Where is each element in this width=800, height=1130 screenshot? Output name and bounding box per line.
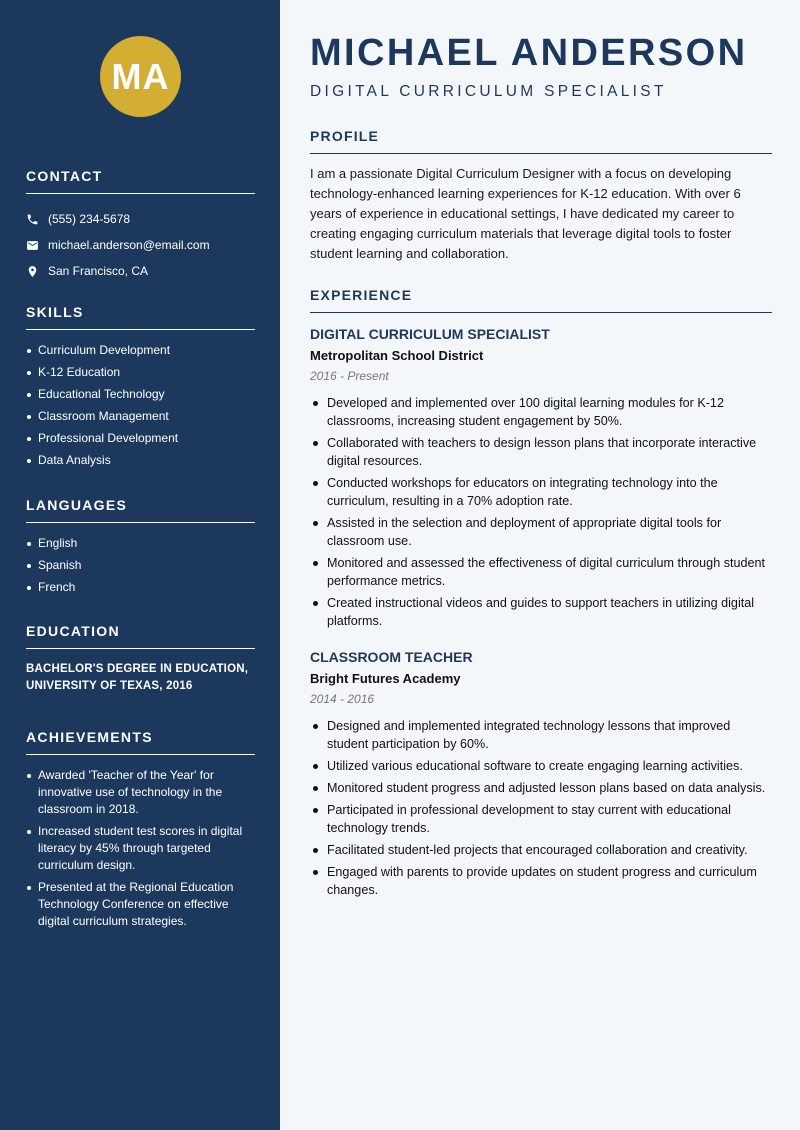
skill-item: Educational Technology (26, 386, 255, 408)
candidate-name: MICHAEL ANDERSON (310, 32, 748, 74)
achievements-heading: ACHIEVEMENTS (26, 729, 255, 755)
avatar: MA (100, 36, 181, 117)
education-degree: BACHELOR'S DEGREE IN EDUCATION, UNIVERSITY OF TEXAS, 2016 (26, 663, 249, 692)
language-item: Spanish (26, 557, 255, 579)
job-entry (310, 326, 772, 634)
skill-item: Curriculum Development (26, 342, 255, 364)
job-bullet: Engaged with parents to provide updates on student progress and curriculum changes. (310, 863, 772, 899)
experience-heading: EXPERIENCE (310, 287, 772, 313)
job-title: DIGITAL CURRICULUM SPECIALIST (310, 326, 550, 342)
profile-text: I am a passionate Digital Curriculum Designer with a focus on developing technology-enhanced learning experiences for K-12 education. With over 6 years of experience in educational settings, I have dedicated my career to creating engaging curriculum materials that leverage digital tools to foster student learning and collaboration. (310, 166, 741, 261)
contact-section (26, 168, 255, 284)
job-entry (310, 649, 772, 903)
education-heading: EDUCATION (26, 623, 255, 649)
job-bullet: Facilitated student-led projects that encouraged collaboration and creativity. (310, 841, 772, 859)
job-organization: Metropolitan School District (310, 348, 484, 363)
skills-section (26, 304, 255, 474)
achievement-item: Presented at the Regional Education Technology Conference on effective digital curriculum strategies. (26, 879, 255, 930)
location-pin-icon (26, 265, 39, 278)
contact-email[interactable]: michael.anderson@email.com (48, 238, 210, 252)
job-dates: 2014 - 2016 (310, 692, 375, 706)
job-title: CLASSROOM TEACHER (310, 649, 473, 665)
languages-list (26, 535, 255, 601)
languages-section (26, 497, 255, 601)
achievement-item: Increased student test scores in digital literacy by 45% through targeted curriculum design. (26, 823, 255, 874)
skill-item: Data Analysis (26, 452, 255, 474)
contact-location-row (26, 258, 255, 284)
job-bullet: Designed and implemented integrated technology lessons that improved student participation by 60%. (310, 717, 772, 753)
achievement-item: Awarded 'Teacher of the Year' for innovative use of technology in the classroom in 2018. (26, 767, 255, 818)
skill-item: Classroom Management (26, 408, 255, 430)
job-bullet: Monitored and assessed the effectiveness of digital curriculum through student performance metrics. (310, 554, 772, 590)
profile-heading: PROFILE (310, 128, 772, 154)
job-bullet: Assisted in the selection and deployment of appropriate digital tools for classroom use. (310, 514, 772, 550)
achievements-list (26, 767, 255, 930)
achievements-section (26, 729, 255, 935)
language-item: English (26, 535, 255, 557)
job-bullet: Monitored student progress and adjusted lesson plans based on data analysis. (310, 779, 772, 797)
job-bullet: Participated in professional development to stay current with educational technology trends. (310, 801, 772, 837)
contact-location: San Francisco, CA (48, 264, 149, 278)
job-dates: 2016 - Present (310, 369, 389, 383)
sidebar (0, 0, 280, 1130)
email-icon (26, 239, 39, 252)
candidate-title: DIGITAL CURRICULUM SPECIALIST (310, 83, 667, 100)
job-bullet: Collaborated with teachers to design lesson plans that incorporate interactive digital resources. (310, 434, 772, 470)
contact-heading: CONTACT (26, 168, 255, 194)
skills-list (26, 342, 255, 474)
contact-phone: (555) 234-5678 (48, 212, 131, 226)
skill-item: Professional Development (26, 430, 255, 452)
phone-icon (26, 213, 39, 226)
contact-phone-row (26, 206, 255, 232)
education-section (26, 623, 255, 695)
job-bullets (310, 394, 772, 630)
job-bullet: Utilized various educational software to create engaging learning activities. (310, 757, 772, 775)
skill-item: K-12 Education (26, 364, 255, 386)
contact-email-row (26, 232, 255, 258)
languages-heading: LANGUAGES (26, 497, 255, 523)
job-bullet: Created instructional videos and guides to support teachers in utilizing digital platforms. (310, 594, 772, 630)
job-bullet: Developed and implemented over 100 digital learning modules for K-12 classrooms, increasing student engagement by 50%. (310, 394, 772, 430)
job-bullets (310, 717, 772, 899)
job-bullet: Conducted workshops for educators on integrating technology into the curriculum, resulting in a 70% adoption rate. (310, 474, 772, 510)
job-organization: Bright Futures Academy (310, 671, 461, 686)
language-item: French (26, 579, 255, 601)
skills-heading: SKILLS (26, 304, 255, 330)
